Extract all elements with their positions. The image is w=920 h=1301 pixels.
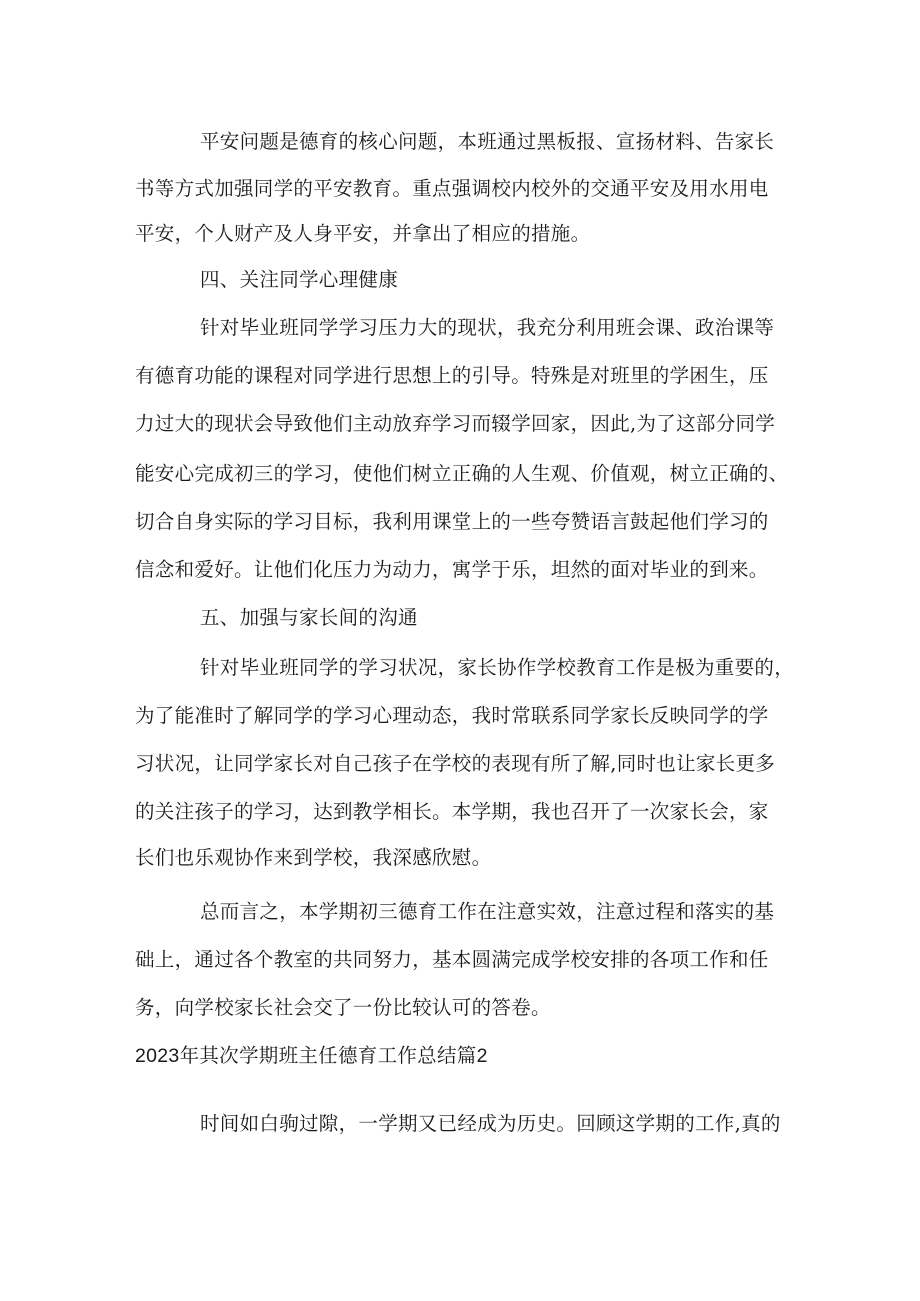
paragraph-line: 时间如白驹过隙，一学期又已经成为历史。回顾这学期的工作,真的: [200, 1112, 781, 1135]
paragraph-line: 力过大的现状会导致他们主动放弃学习而辍学回家，因此,为了这部分同学: [135, 412, 776, 435]
paragraph-line: 针对毕业班同学学习压力大的现状，我充分利用班会课、政治课等: [200, 316, 775, 339]
paragraph-line: 习状况，让同学家长对自己孩子在学校的表现有所了解,同时也让家长更多: [135, 752, 776, 775]
paragraph-line: 平安问题是德育的核心问题，本班通过黑板报、宣扬材料、告家长: [200, 130, 775, 153]
paragraph-line: 务，向学校家长社会交了一份比较认可的答卷。: [135, 996, 551, 1019]
article-title: 2023年其次学期班主任德育工作总结篇2: [135, 1045, 488, 1067]
paragraph-line: 切合自身实际的学习目标，我利用课堂上的一些夸赞语言鼓起他们学习的: [135, 510, 769, 533]
paragraph-line: 平安，个人财产及人身平安，并拿出了相应的措施。: [135, 222, 591, 245]
paragraph-line: 有德育功能的课程对同学进行思想上的引导。特殊是对班里的学困生，压: [135, 364, 769, 387]
paragraph-line: 书等方式加强同学的平安教育。重点强调校内校外的交通平安及用水用电: [135, 177, 769, 200]
paragraph-line: 础上，通过各个教室的共同努力，基本圆满完成学校安排的各项工作和任: [135, 948, 769, 971]
paragraph-line: 能安心完成初三的学习，使他们树立正确的人生观、价值观，树立正确的、: [135, 462, 789, 485]
paragraph-line: 总而言之，本学期初三德育工作在注意实效，注意过程和落实的基: [200, 900, 775, 923]
section-heading: 五、加强与家长间的沟通: [200, 606, 418, 629]
paragraph-line: 长们也乐观协作来到学校，我深感欣慰。: [135, 846, 492, 869]
section-heading: 四、关注同学心理健康: [200, 268, 399, 291]
paragraph-line: 信念和爱好。让他们化压力为动力，寓学于乐，坦然的面对毕业的到来。: [135, 558, 769, 581]
paragraph-line: 针对毕业班同学的学习状况，家长协作学校教育工作是极为重要的，: [200, 656, 795, 679]
paragraph-line: 的关注孩子的学习，达到教学相长。本学期，我也召开了一次家长会，家: [135, 800, 769, 823]
paragraph-line: 为了能准时了解同学的学习心理动态，我时常联系同学家长反映同学的学: [135, 704, 769, 727]
